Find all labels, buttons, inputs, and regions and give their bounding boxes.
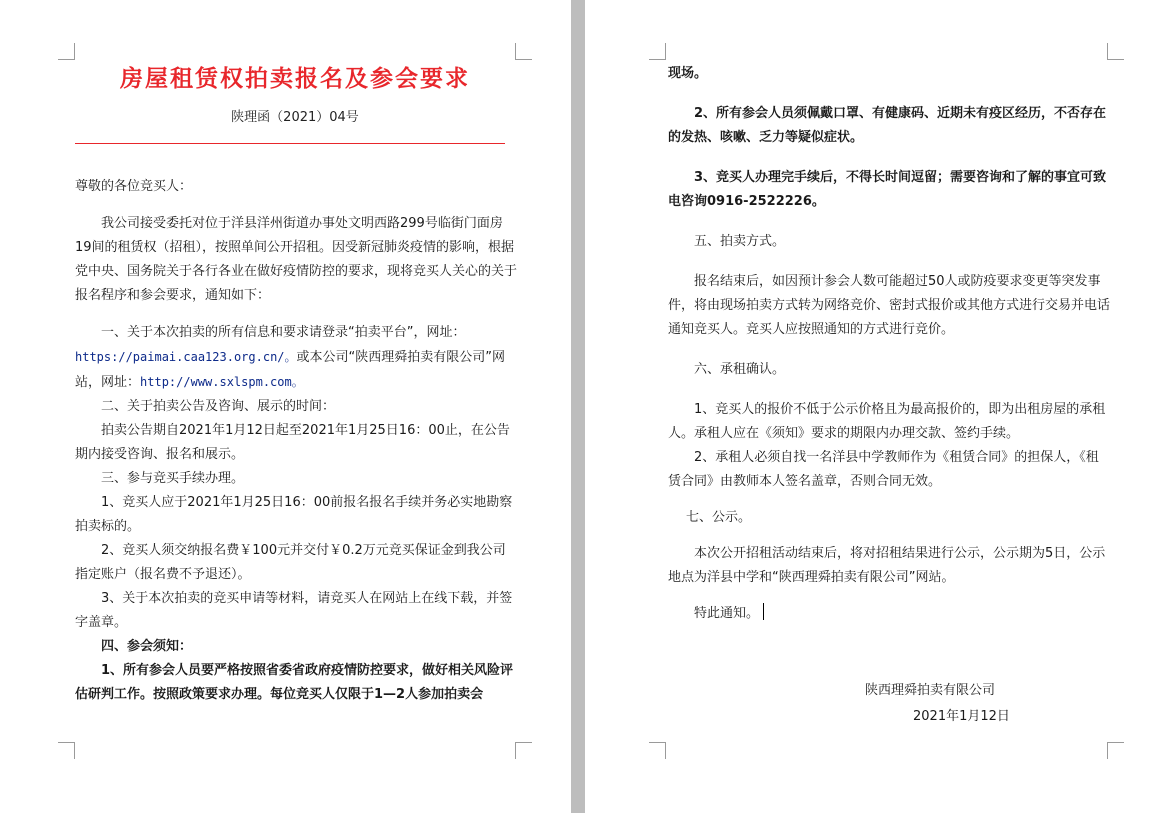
document-title: 房屋租赁权拍卖报名及参会要求 <box>120 65 470 92</box>
page-corner-mark <box>58 742 75 759</box>
title-red-rule <box>75 143 505 144</box>
page-corner-mark <box>649 742 666 759</box>
section-7-paragraph: 本次公开招租活动结束后，将对招租结果进行公示，公示期为5日，公示地点为洋县中学和“陕西理舜拍卖有限公司”网站。 <box>668 546 1106 585</box>
document-page-left <box>0 0 571 813</box>
section-5-heading: 五、拍卖方式。 <box>694 234 786 249</box>
intro-paragraph: 我公司接受委托对位于洋县洋州街道办事处文明西路299号临街门面房19间的租赁权（招租），按照单间公开招租。因受新冠肺炎疫情的影响，根据党中央、国务院关于各行各业在做好疫情防控的要求，现将竞买人关心的关于报名程序和参会要求，通知如下： <box>75 216 518 303</box>
company-website-url[interactable]: http://www.sxlspm.com。 <box>140 375 304 389</box>
section-5-paragraph: 报名结束后，如因预计参会人数可能超过50人或防疫要求变更等突发事件，将由现场拍卖方式转为网络竞价、密封式报价或其他方式进行交易并电话通知竞买人。竞买人应按照通知的方式进行竞价。 <box>668 274 1111 337</box>
salutation: 尊敬的各位竞买人： <box>75 179 193 194</box>
section-6-heading: 六、承租确认。 <box>694 362 786 377</box>
document-number: 陕理函（2021）04号 <box>231 110 359 125</box>
section-4-item-3: 3、竞买人办理完手续后，不得长时间逗留；需要咨询和了解的事宜可致电咨询0916-2522226。 <box>668 170 1107 209</box>
section-4-item-2: 2、所有参会人员须佩戴口罩、有健康码、近期未有疫区经历，不否存在的发热、咳嗽、乏力等疑似症状。 <box>668 106 1107 145</box>
auction-platform-url[interactable]: https://paimai.caa123.org.cn/。 <box>75 350 297 364</box>
right-page-body <box>668 62 1110 626</box>
page-corner-mark <box>649 43 666 60</box>
page-corner-mark <box>515 43 532 60</box>
text-cursor <box>763 603 764 620</box>
left-page-body <box>75 175 517 707</box>
section-6-item-1: 1、竞买人的报价不低于公示价格且为最高报价的，即为出租房屋的承租人。承租人应在《须知》要求的期限内办理交款、签约手续。 <box>668 402 1106 441</box>
closing-line[interactable] <box>668 602 1110 626</box>
page-gutter <box>571 0 585 813</box>
section-3-heading: 三、参与竞买手续办理。 <box>101 471 245 486</box>
page-corner-mark <box>58 43 75 60</box>
section-3-item-2: 2、竞买人须交纳报名费￥100元并交付￥0.2万元竞买保证金到我公司指定账户（报名费不予退还）。 <box>75 543 506 582</box>
section-2-paragraph: 拍卖公告期自2021年1月12日起至2021年1月25日16：00止，在公告期内接受咨询、报名和展示。 <box>75 423 510 462</box>
section-1-text-a: 一、关于本次拍卖的所有信息和要求请登录“拍卖平台”，网址： <box>101 325 466 340</box>
section-3-item-3: 3、关于本次拍卖的竞买申请等材料，请竞买人在网站上在线下载，并签字盖章。 <box>75 591 513 630</box>
section-2-heading: 二、关于拍卖公告及咨询、展示的时间： <box>101 399 336 414</box>
section-6-item-2: 2、承租人必须自找一名洋县中学教师作为《租赁合同》的担保人，《租赁合同》由教师本人签名盖章，否则合同无效。 <box>668 450 1099 489</box>
section-4-item-1: 1、所有参会人员要严格按照省委省政府疫情防控要求，做好相关风险评估研判工作。按照政策要求办理。每位竞买人仅限于1—2人参加拍卖会 <box>75 663 514 702</box>
page-corner-mark <box>1107 742 1124 759</box>
section-1-paragraph <box>75 321 517 395</box>
section-1-text-b: 或本公司“陕西理舜拍卖有限公司”网站，网址： <box>75 350 505 390</box>
section-4-heading: 四、参会须知： <box>101 639 193 654</box>
signature-company: 陕西理舜拍卖有限公司 <box>865 683 996 698</box>
signature-date: 2021年1月12日 <box>913 709 1010 724</box>
page-corner-mark <box>1107 43 1124 60</box>
section-7-heading: 七、公示。 <box>686 510 752 525</box>
section-4-item-1-continued: 现场。 <box>668 66 708 81</box>
section-3-item-1: 1、竞买人应于2021年1月25日16：00前报名报名手续并务必实地勘察拍卖标的。 <box>75 495 513 534</box>
document-page-right <box>585 0 1163 813</box>
page-corner-mark <box>515 742 532 759</box>
closing-text: 特此通知。 <box>694 606 760 621</box>
